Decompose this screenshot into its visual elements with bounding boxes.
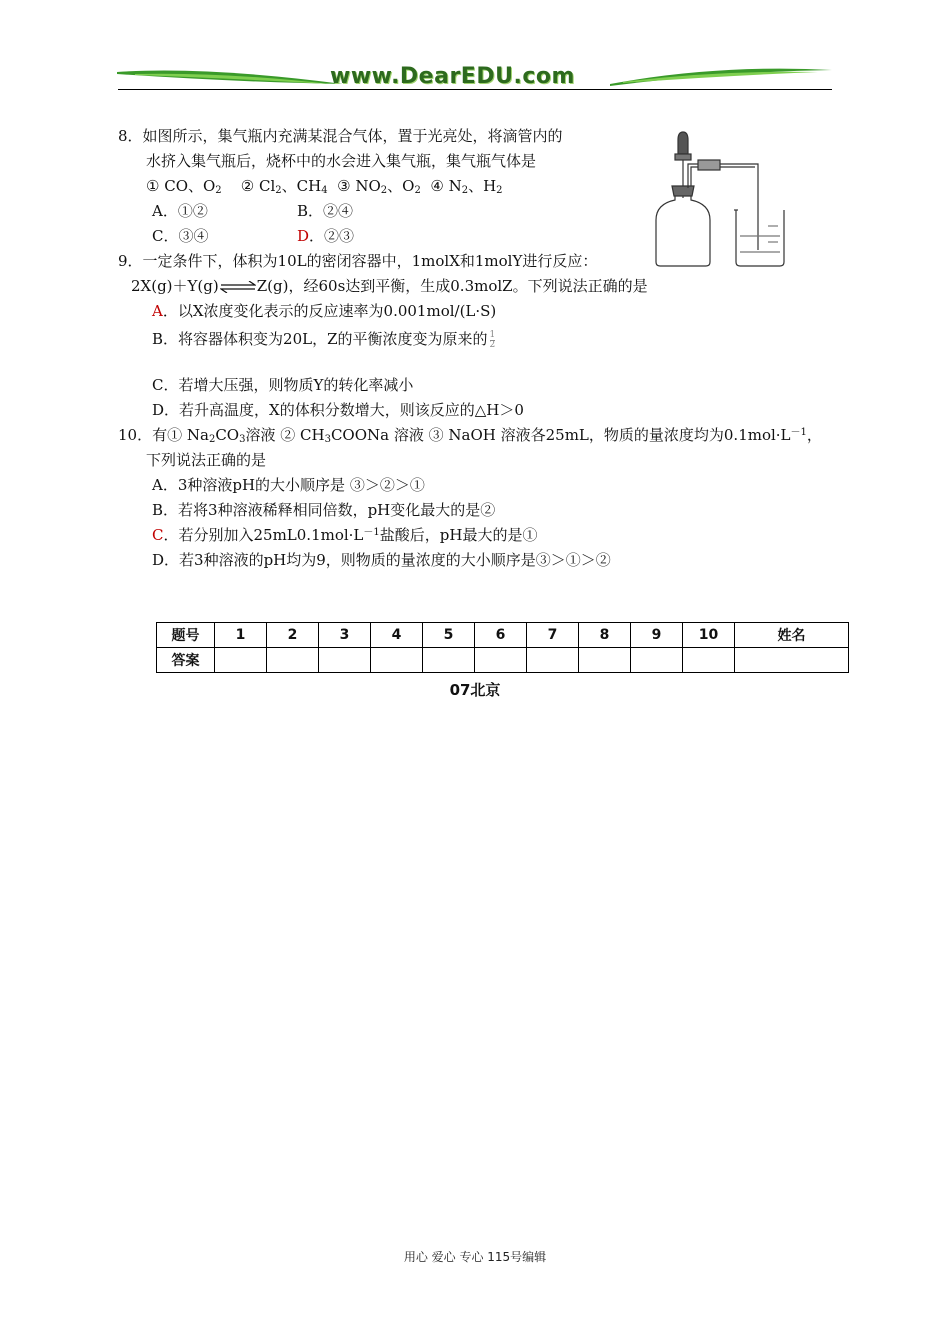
q8-options: ① CO、$O_2$ ② $Cl_2$、$CH_4$ ③ $NO_2$、$O_2$ ④ $N_2$、$H_2$ [146, 177, 503, 196]
q9-choice-c: C．若增大压强，则物质Y的转化率减小 [152, 376, 414, 394]
q8-choice-b: B．②④ [297, 202, 354, 220]
question-number-cell: 10 [683, 623, 735, 648]
question-number-cell: 7 [527, 623, 579, 648]
q8-choice-a: A．①② [152, 202, 208, 220]
question-number-cell: 2 [267, 623, 319, 648]
answer-cell[interactable] [683, 648, 735, 673]
q9-choice-b: B．将容器体积变为20L，Z的平衡浓度变为原来的 $\frac{1}{2}$ [152, 329, 496, 350]
q9-line1: 9．一定条件下，体积为10L的密闭容器中，1molX和1molY进行反应： [118, 252, 598, 270]
answer-marker: D [297, 227, 310, 245]
row-label-answer: 答案 [157, 648, 215, 673]
name-cell[interactable] [735, 648, 849, 673]
answer-cell[interactable] [319, 648, 371, 673]
table-row [157, 623, 849, 648]
question-number-cell: 3 [319, 623, 371, 648]
question-number-cell: 6 [475, 623, 527, 648]
answer-cell[interactable] [267, 648, 319, 673]
answer-cell[interactable] [527, 648, 579, 673]
question-number-cell: 8 [579, 623, 631, 648]
answer-cell[interactable] [631, 648, 683, 673]
q9-equation: 2X(g)＋Y(g) Z(g)，经60s达到平衡，生成0.3molZ。下列说法正确的是 [131, 277, 648, 295]
q8-choice-c: C．③④ [152, 227, 209, 245]
answer-cell[interactable] [371, 648, 423, 673]
gas-bottle-apparatus-figure [648, 128, 796, 268]
answer-cell[interactable] [423, 648, 475, 673]
q9-choice-a: A．以X浓度变化表示的反应速率为0.001mol/(L·S) [152, 302, 497, 320]
q8-choice-d: D．②③ [297, 227, 355, 245]
question-number-cell: 5 [423, 623, 475, 648]
q8-line2: 水挤入集气瓶后，烧杯中的水会进入集气瓶，集气瓶气体是 [146, 152, 537, 170]
fraction-one-half: $\frac{1}{2}$ [489, 329, 496, 350]
row-label-question-number: 题号 [157, 623, 215, 648]
q10-line2: 下列说法正确的是 [146, 451, 267, 469]
q10-line1: 10．有① $Na_2CO_3$溶液 ② $CH_3COONa$ 溶液 ③ NaOH 溶液各25mL，物质的量浓度均为$0.1mol\cdot L^{-1}$， [118, 426, 822, 445]
header-swoosh-left [115, 62, 345, 90]
answer-cell[interactable] [475, 648, 527, 673]
header-swoosh-right [608, 62, 834, 90]
question-number-cell: 9 [631, 623, 683, 648]
q10-choice-a: A．3种溶液pH的大小顺序是 ③＞②＞① [152, 476, 425, 494]
question-number-cell: 4 [371, 623, 423, 648]
q9-choice-d: D．若升高温度，X的体积分数增大，则该反应的△H＞0 [152, 401, 524, 419]
q10-choice-c: C．若分别加入$25mL0.1mol\cdot L^{-1}$盐酸后，pH最大的是① [152, 526, 538, 544]
region-label: 07北京 [449, 681, 501, 699]
answer-cell[interactable] [579, 648, 631, 673]
answer-cell[interactable] [215, 648, 267, 673]
table-row [157, 648, 849, 673]
q10-choice-d: D．若3种溶液的pH均为9，则物质的量浓度的大小顺序是③＞①＞② [152, 551, 611, 569]
question-number-cell: 1 [215, 623, 267, 648]
answer-marker: A [152, 302, 163, 320]
answer-marker: C [152, 526, 164, 544]
page-footer: 用心 爱心 专心 115号编辑 [403, 1250, 547, 1264]
site-logo[interactable]: www.DearEDU.com [330, 64, 575, 89]
name-label-cell: 姓名 [735, 623, 849, 648]
q10-choice-b: B．若将3种溶液稀释相同倍数，pH变化最大的是② [152, 501, 496, 519]
header-rule [118, 89, 832, 90]
equilibrium-arrows-icon [220, 281, 256, 293]
q8-line1: 8．如图所示，集气瓶内充满某混合气体，置于光亮处，将滴管内的 [118, 127, 563, 145]
answer-table [156, 622, 849, 673]
